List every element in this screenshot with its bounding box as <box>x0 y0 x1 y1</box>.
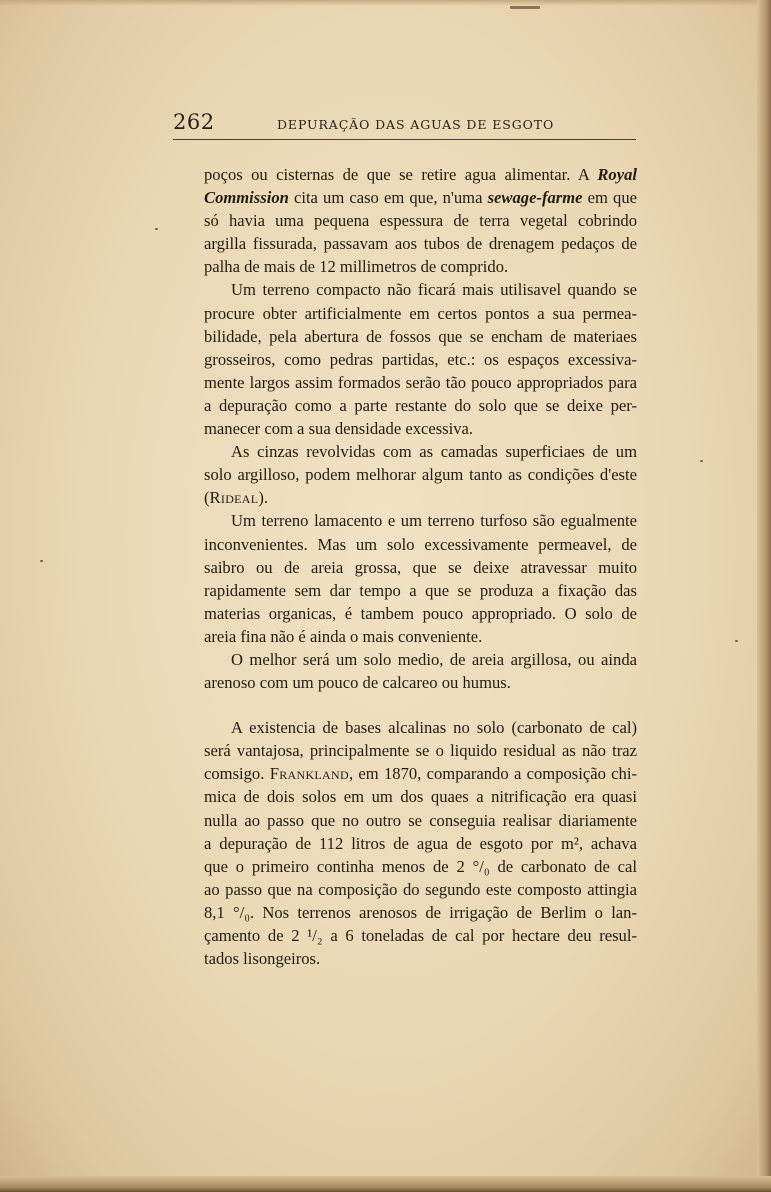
text-run: rapidamente sem dar tempo a que se produza a fixação das <box>204 580 637 600</box>
text-run: mente largos assim formados serão tão pouco appropriados para <box>204 372 637 392</box>
text-run: inconvenientes. Mas um solo excessivamente permeavel, de <box>204 534 637 554</box>
page-top-edge <box>0 0 771 6</box>
paragraph <box>177 440 637 509</box>
text-line <box>177 232 637 255</box>
text-run: As cinzas revolvidas com as camadas superficiaes de um <box>231 442 637 462</box>
text-run: materias organicas, é tambem pouco appropriado. O solo de <box>204 603 637 623</box>
text-run: areia fina não é ainda o mais conveniente. <box>204 626 483 646</box>
text-line <box>177 716 637 739</box>
text-line <box>177 924 637 947</box>
paper-speck <box>40 560 43 562</box>
paragraph <box>177 509 637 648</box>
text-run: a depuração de 112 litros de agua de esgoto por m², achava <box>204 833 637 853</box>
text-line <box>177 648 637 671</box>
text-line <box>177 625 637 648</box>
text-run: solo argilloso, podem melhorar algum tanto as condições d'este <box>204 465 637 485</box>
text-run: em que <box>582 188 637 208</box>
text-line <box>177 440 637 463</box>
text-run: bilidade, pela abertura de fossos que se encham de materiaes <box>204 326 637 346</box>
page-number: 262 <box>173 110 215 134</box>
running-title: DEPURAÇÃO DAS AGUAS DE ESGOTO <box>277 117 555 132</box>
text-run: mica de dois solos em um dos quaes a nitrificação era quasi <box>204 787 637 807</box>
author-name: Rideal <box>209 488 259 508</box>
text-line <box>177 533 637 556</box>
text-run: arenoso com um pouco de calcareo ou humus. <box>204 673 511 693</box>
text-run: O melhor será um solo medio, de areia argillosa, ou ainda <box>231 649 637 669</box>
text-line <box>177 186 637 209</box>
text-run: 8,1 °/₀. Nos terrenos arenosos de irrigação de Berlim o lan- <box>204 902 637 922</box>
text-run: a depuração como a parte restante do solo que se deixe per- <box>204 395 637 415</box>
text-run: comsigo. <box>204 764 270 784</box>
text-run: poços ou cisternas de que se retire agua alimentar. A <box>204 165 598 184</box>
text-line <box>177 579 637 602</box>
author-name: Frankland <box>269 764 349 784</box>
text-run: palha de mais de 12 millimetros de comprido. <box>204 257 509 277</box>
paper-stain <box>510 6 540 9</box>
text-run: Um terreno compacto não ficará mais utilisavel quando se <box>231 280 637 300</box>
text-line <box>177 556 637 579</box>
paragraph <box>177 716 637 970</box>
text-run: argilla fissurada, passavam aos tubos de drenagem pedaços de <box>204 234 637 254</box>
paper-speck <box>735 640 738 642</box>
paragraph <box>177 278 637 440</box>
text-run: procure obter artificialmente em certos pontos a sua permea- <box>204 303 637 323</box>
text-line <box>177 855 637 878</box>
italic-term: Royal <box>597 165 637 184</box>
text-run: só havia uma pequena espessura de terra vegetal cobrindo <box>204 211 637 231</box>
text-line <box>177 486 637 509</box>
text-line <box>177 809 637 832</box>
text-line <box>177 371 637 394</box>
body-text <box>177 163 637 970</box>
paper-speck <box>155 228 158 230</box>
italic-term: Commission <box>204 188 289 208</box>
running-header <box>173 108 636 138</box>
text-line <box>177 302 637 325</box>
text-run: , em 1870, comparando a composição chi- <box>348 764 637 784</box>
text-run: saibro ou de areia grossa, que se deixe atravessar muito <box>204 557 637 577</box>
text-run: grosseiros, como pedras partidas, etc.: os espaços excessiva- <box>204 349 637 369</box>
text-run: A existencia de bases alcalinas no solo (carbonato de cal) <box>231 718 637 738</box>
paragraph <box>177 648 637 694</box>
italic-term: sewage-farme <box>487 188 583 208</box>
text-run: Um terreno lamacento e um terreno turfoso são egualmente <box>231 511 637 531</box>
page-right-edge <box>757 0 771 1192</box>
text-line <box>177 209 637 232</box>
text-run: será vantajosa, principalmente se o liquido residual as não traz <box>204 741 637 761</box>
paragraph <box>177 163 637 278</box>
text-run: que o primeiro continha menos de 2 °/₀ de carbonato de cal <box>204 856 637 876</box>
text-run: ). <box>258 488 269 508</box>
text-line <box>177 739 637 762</box>
text-line <box>177 463 637 486</box>
text-line <box>177 394 637 417</box>
text-line <box>177 348 637 371</box>
text-run: nulla ao passo que no outro se conseguia realisar diariamente <box>204 810 637 830</box>
text-line <box>177 832 637 855</box>
text-line <box>177 785 637 808</box>
text-line <box>177 602 637 625</box>
text-run: ( <box>204 488 210 508</box>
text-run: tados lisongeiros. <box>204 949 321 969</box>
text-line <box>177 901 637 924</box>
text-line <box>177 509 637 532</box>
text-line <box>177 417 637 440</box>
paper-speck <box>700 460 703 462</box>
text-line <box>177 255 637 278</box>
page-bottom-edge <box>0 1176 771 1192</box>
text-line <box>177 325 637 348</box>
text-run: cita um caso em que, n'uma <box>288 188 488 208</box>
text-run: manecer com a sua densidade excessiva. <box>204 419 474 439</box>
text-line <box>177 762 637 785</box>
text-line <box>177 947 637 970</box>
text-line <box>177 671 637 694</box>
text-run: çamento de 2 ¹/₂ a 6 toneladas de cal por hectare deu resul- <box>204 926 637 945</box>
text-line <box>177 878 637 901</box>
header-rule <box>173 139 636 140</box>
text-line <box>177 163 637 186</box>
text-run: ao passo que na composição do segundo este composto attingia <box>204 879 637 899</box>
text-line <box>177 278 637 301</box>
